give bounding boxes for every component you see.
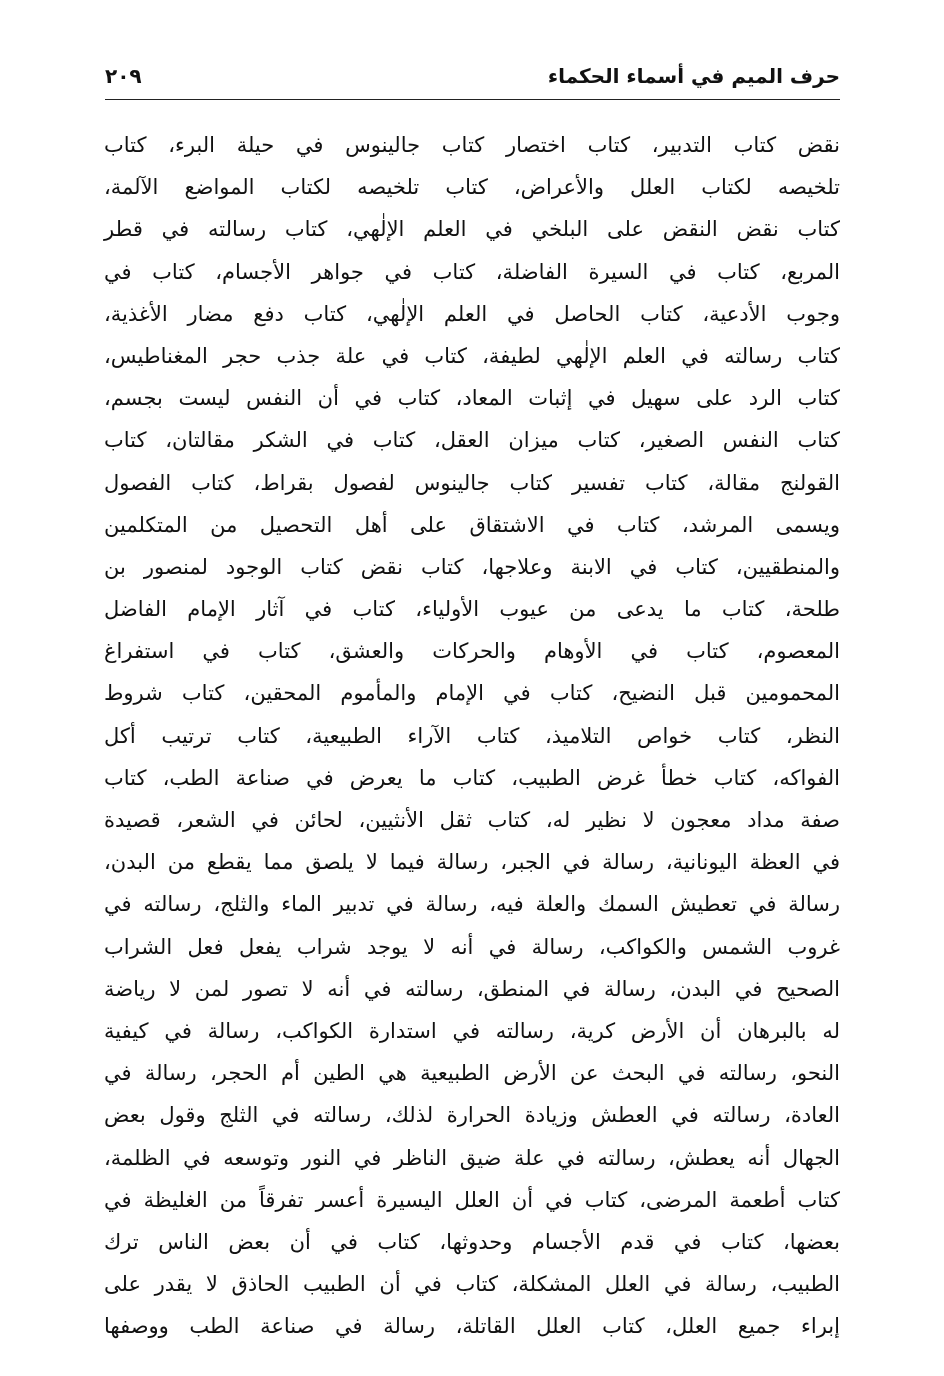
text-line: المحمومين قبل النضيح، كتاب في الإمام والمأموم المحقين، كتاب شروط xyxy=(104,681,840,706)
page-body-text xyxy=(104,124,840,1347)
text-line: النظر، كتاب خواص التلاميذ، كتاب الآراء الطبيعية، كتاب ترتيب أكل xyxy=(104,723,840,748)
text-line: النحو، رسالته في البحث عن الأرض الطبيعية هي الطين أم الحجر، رسالة في xyxy=(104,1061,840,1086)
text-line: بعضها، كتاب في قدم الأجسام وحدوثها، كتاب في أن بعض الناس ترك xyxy=(104,1229,840,1254)
running-header-title: حرف الميم في أسماء الحكماء xyxy=(547,64,840,88)
text-line: في العظة اليونانية، رسالة في الجبر، رسالة فيما لا يلصق مما يقطع من البدن، xyxy=(104,850,840,875)
text-line: والمنطقيين، كتاب في الابنة وعلاجها، كتاب نقض كتاب الوجود لمنصور بن xyxy=(104,554,840,579)
text-line: صفة مداد معجون لا نظير له، كتاب ثقل الأنثيين، لحائن في الشعر، قصيدة xyxy=(104,808,840,832)
text-line: ويسمى المرشد، كتاب في الاشتقاق على أهل التحصيل من المتكلمين xyxy=(104,512,840,537)
text-line: غروب الشمس والكواكب، رسالة في أنه لا يوجد شراب يفعل فعل الشراب xyxy=(104,934,840,959)
header-rule xyxy=(105,99,840,100)
text-line: المربع، كتاب في السيرة الفاضلة، كتاب في جواهر الأجسام، كتاب في xyxy=(104,259,840,284)
text-line: رسالة في تعطيش السمك والعلة فيه، رسالة في تدبير الماء والثلج، رسالته في xyxy=(104,892,840,917)
text-line: الجهال أنه يعطش، رسالته في علة ضيق الناظر في النور وتوسعه في الظلمة، xyxy=(104,1145,840,1170)
text-line: له بالبرهان أن الأرض كرية، رسالته في استدارة الكواكب، رسالة في كيفية xyxy=(104,1018,840,1043)
text-line: إبراء جميع العلل، كتاب العلل القاتلة، رسالة في صناعة الطب ووصفها xyxy=(104,1314,840,1339)
text-line: نقض كتاب التدبير، كتاب اختصار كتاب جالينوس في حيلة البرء، كتاب xyxy=(104,133,840,157)
page-number: ٢٠٩ xyxy=(105,64,142,88)
text-line: كتاب النفس الصغير، كتاب ميزان العقل، كتاب في الشكر مقالتان، كتاب xyxy=(104,428,840,453)
text-line: طلحة، كتاب ما يدعى من عيوب الأولياء، كتاب في آثار الإمام الفاضل xyxy=(104,597,840,622)
text-line: تلخيصه لكتاب العلل والأعراض، كتاب تلخيصه لكتاب المواضع الآلمة، xyxy=(104,175,840,200)
text-line: كتاب رسالته في العلم الإلٰهي لطيفة، كتاب في علة جذب حجر المغناطيس، xyxy=(104,343,840,368)
text-line: الطبيب، رسالة في العلل المشكلة، كتاب في أن الطبيب الحاذق لا يقدر على xyxy=(104,1272,840,1297)
text-line: العادة، رسالته في العطش وزيادة الحرارة لذلك، رسالته في الثلج وقول بعض xyxy=(104,1103,840,1128)
text-line: المعصوم، كتاب في الأوهام والحركات والعشق، كتاب في استفراغ xyxy=(104,639,840,664)
text-line: كتاب الرد على سهيل في إثبات المعاد، كتاب في أن النفس ليست بجسم، xyxy=(104,386,840,411)
text-line: الفواكه، كتاب خطأ غرض الطبيب، كتاب ما يعرض في صناعة الطب، كتاب xyxy=(104,765,840,790)
running-header xyxy=(105,56,840,96)
text-line: كتاب نقض النقض على البلخي في العلم الإلٰهي، كتاب رسالته في قطر xyxy=(104,217,840,242)
text-line: الصحيح في البدن، رسالة في المنطق، رسالته في أنه لا تصور لمن لا رياضة xyxy=(104,976,840,1001)
text-line: القولنج مقالة، كتاب تفسير كتاب جالينوس لفصول بقراط، كتاب الفصول xyxy=(104,470,840,495)
text-line: كتاب أطعمة المرضى، كتاب في أن العلل اليسيرة أعسر تفرقاً من الغليظة في xyxy=(104,1187,840,1212)
text-line: وجوب الأدعية، كتاب الحاصل في العلم الإلٰهي، كتاب دفع مضار الأغذية، xyxy=(104,301,840,326)
